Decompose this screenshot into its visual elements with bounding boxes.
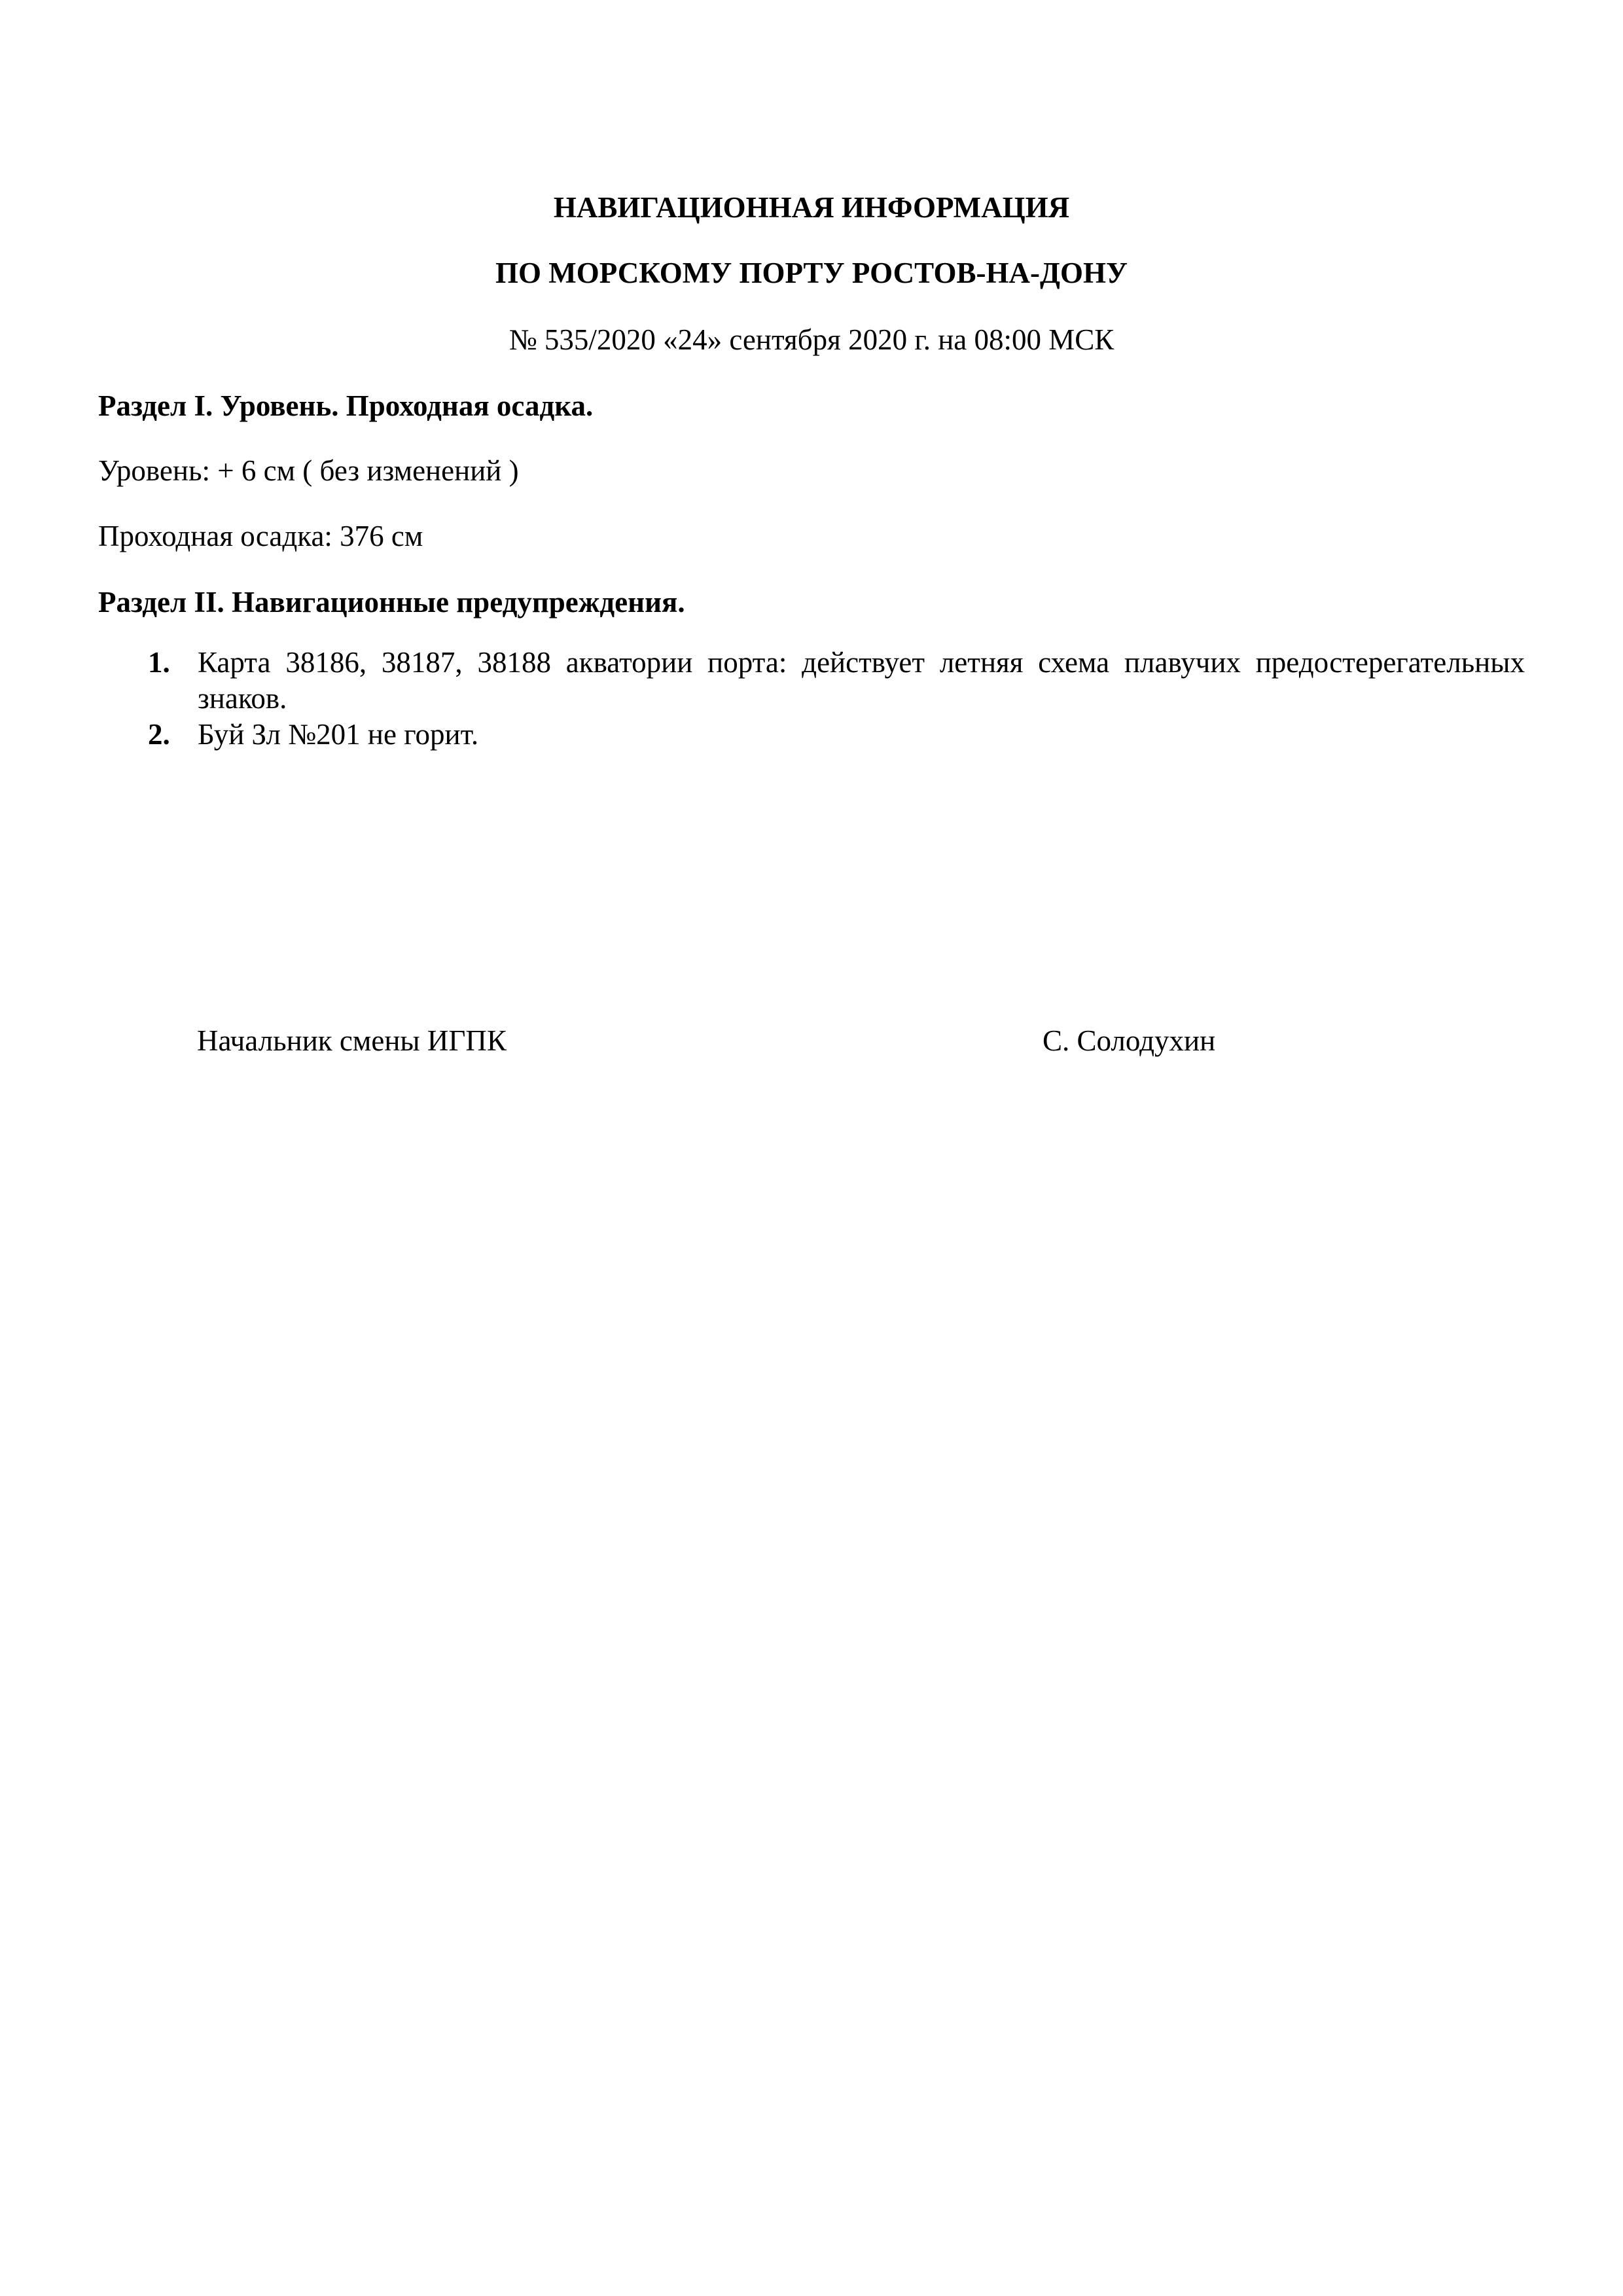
list-item-number: 1.	[148, 646, 170, 679]
list-item-text: Карта 38186, 38187, 38188 акватории порта: действует летняя схема плавучих предостерегательных знаков.	[198, 646, 1525, 715]
section-2-heading: Раздел II. Навигационные предупреждения.	[98, 586, 685, 619]
water-level-line: Уровень: + 6 см ( без изменений )	[98, 454, 519, 487]
list-item-text: Буй Зл №201 не горит.	[198, 718, 479, 751]
list-item	[148, 645, 1525, 717]
list-item	[148, 717, 1525, 753]
signatory-role: Начальник смены ИГПК	[197, 1024, 507, 1057]
navigation-warnings-list	[148, 645, 1525, 753]
document-title-line-1: НАВИГАЦИОННАЯ ИНФОРМАЦИЯ	[553, 191, 1070, 224]
section-1-heading: Раздел I. Уровень. Проходная осадка.	[98, 389, 594, 422]
passage-draft-line: Проходная осадка: 376 см	[98, 520, 423, 552]
signatory-name: С. Солодухин	[1043, 1024, 1216, 1057]
document-title-line-2: ПО МОРСКОМУ ПОРТУ РОСТОВ-НА-ДОНУ	[495, 257, 1128, 289]
list-item-number: 2.	[148, 718, 170, 751]
issue-number-date: № 535/2020 «24» сентября 2020 г. на 08:00 МСК	[508, 323, 1115, 356]
